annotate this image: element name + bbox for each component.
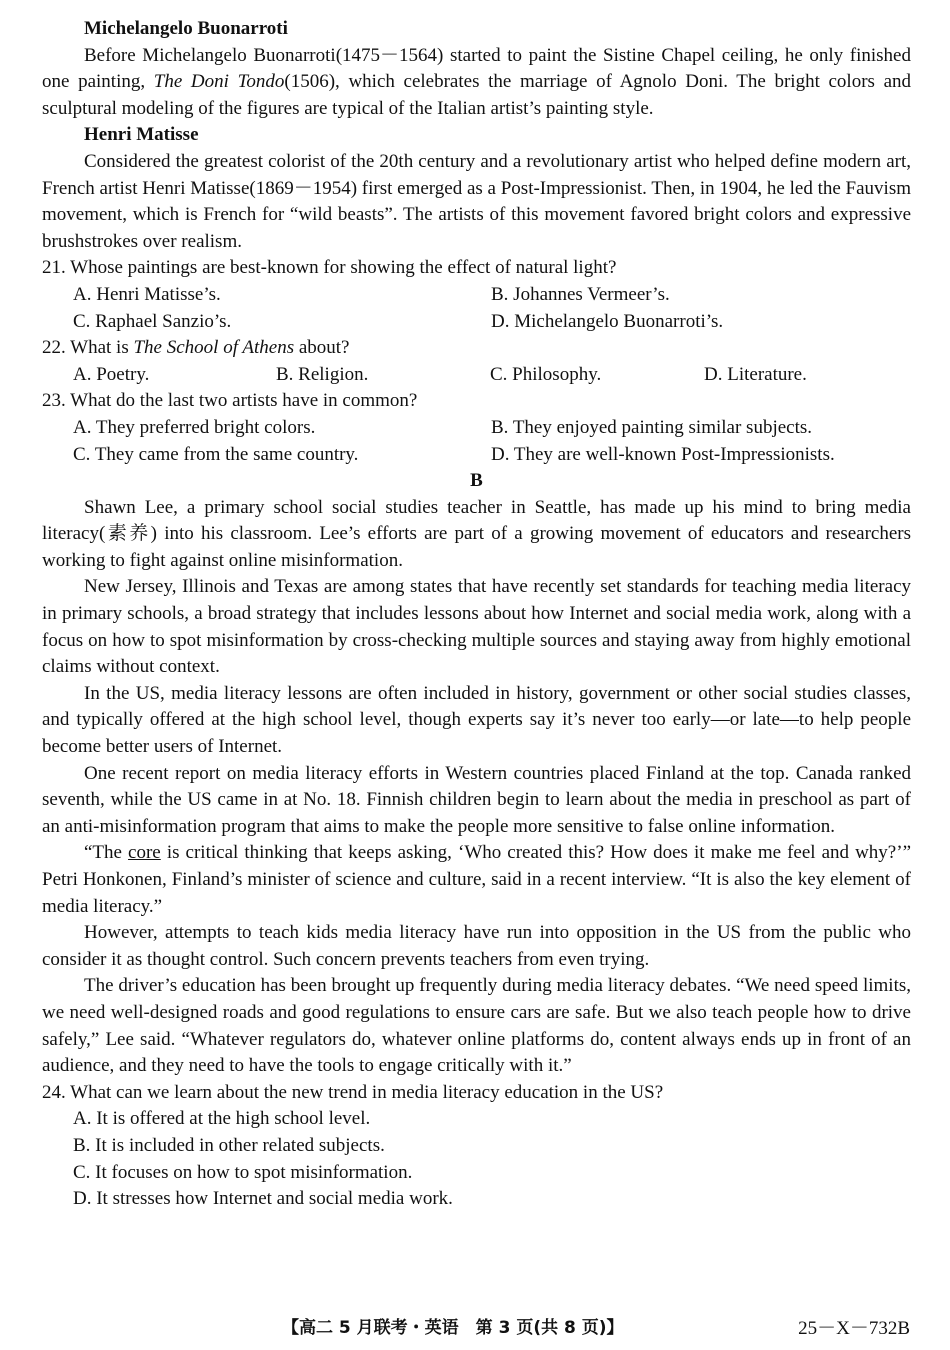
passage-b-paragraph-2: New Jersey, Illinois and Texas are among states that have recently set standards for teaching media literacy in primary schools, a broad strategy that includes lessons about how Internet and social media work, along with a focus on how to spot misinformation by cross-checking multiple sources and staying away from highly emotional claims without context. (42, 576, 911, 678)
question-23-option-a: A. They preferred bright colors. (73, 416, 316, 438)
question-24-option-b: B. It is included in other related subjects. (73, 1134, 385, 1156)
footer-page-info: 【高二 5 月联考・英语 第 3 页(共 8 页)】 (282, 1318, 624, 1338)
question-21-options-row1 (73, 282, 911, 309)
question-23-stem: 23. What do the last two artists have in common? (42, 390, 418, 412)
question-21-stem: 21. Whose paintings are best-known for showing the effect of natural light? (42, 257, 617, 279)
underlined-word-core: core (128, 842, 161, 864)
question-24-stem: 24. What can we learn about the new trend in media literacy education in the US? (42, 1081, 664, 1103)
section-b-label: B (470, 470, 483, 492)
question-21-option-d: D. Michelangelo Buonarroti’s. (491, 310, 724, 332)
question-22-option-c: C. Philosophy. (490, 363, 602, 385)
page-footer (0, 1313, 950, 1341)
michelangelo-paragraph: Before Michelangelo Buonarroti(1475－1564) started to paint the Sistine Chapel ceiling, he only finished one painting, The Doni Tondo(1506), which celebrates the marriage of Agnolo Doni. The bright colors and sculptural modeling of the figures are typical of the Italian artist’s painting style. (42, 44, 912, 119)
question-23-option-b: B. They enjoyed painting similar subjects. (491, 416, 813, 438)
question-22-stem: 22. What is The School of Athens about? (42, 337, 350, 359)
doni-tondo-title: The Doni Tondo (153, 71, 285, 93)
question-22-options (73, 362, 911, 389)
footer-exam-code: 25－X－732B (798, 1318, 910, 1339)
question-21-options-row2 (73, 309, 911, 336)
passage-b-paragraph-5: “The core is critical thinking that keeps asking, ‘Who created this? How does it make me feel and why?’” Petri Honkonen, Finland’s minister of science and culture, said in a recent interview. “It is also the key element of media literacy.” (42, 842, 912, 917)
passage-b-paragraph-4: One recent report on media literacy efforts in Western countries placed Finland at the top. Canada ranked seventh, while the US came in at No. 18. Finnish children begin to learn about the media in preschool as part of an anti-misinformation program that aims to make the people more sensitive to false online information. (42, 762, 911, 837)
question-23-options-row1 (73, 415, 911, 442)
passage-b-paragraph-6: However, attempts to teach kids media literacy have run into opposition in the US from the public who consider it as thought control. Such concern prevents teachers from even trying. (42, 922, 911, 970)
question-24-option-a: A. It is offered at the high school level. (73, 1108, 371, 1130)
exam-page (42, 16, 911, 1213)
question-23-option-d: D. They are well-known Post-Impressionists. (491, 443, 835, 465)
passage-b-paragraph-3: In the US, media literacy lessons are often included in history, government or other social studies classes, and typically offered at the high school level, though experts say it’s never too early—or late—to help people become better users of Internet. (42, 682, 911, 758)
question-24-option-d: D. It stresses how Internet and social media work. (73, 1188, 453, 1210)
passage-b-paragraph-7: The driver’s education has been brought up frequently during media literacy debates. “We need speed limits, we need well-designed roads and good regulations to ensure cars are safe. But we also teach people how to drive safely,” Lee said. “Whatever regulators do, whatever online platforms do, content always ends up in front of an audience, and they need to have the tools to engage critically with it.” (42, 975, 911, 1077)
michelangelo-heading: Michelangelo Buonarroti (84, 18, 288, 39)
matisse-heading: Henri Matisse (84, 124, 199, 146)
question-22-option-d: D. Literature. (704, 363, 807, 385)
question-21-option-a: A. Henri Matisse’s. (73, 283, 221, 305)
question-22-option-b: B. Religion. (276, 363, 369, 385)
question-22-option-a: A. Poetry. (73, 363, 150, 385)
question-23-option-c: C. They came from the same country. (73, 443, 359, 465)
question-21-option-b: B. Johannes Vermeer’s. (491, 283, 670, 305)
question-24-option-c: C. It focuses on how to spot misinformation. (73, 1161, 413, 1183)
question-21-option-c: C. Raphael Sanzio’s. (73, 310, 232, 332)
matisse-paragraph: Considered the greatest colorist of the 20th century and a revolutionary artist who helped define modern art, French artist Henri Matisse(1869－1954) first emerged as a Post-Impressionist. Then, in 1904, he led the Fauvism movement, which is French for “wild beasts”. The artists of this movement favored bright colors and expressive brushstrokes over realism. (42, 150, 911, 252)
passage-b-paragraph-1: Shawn Lee, a primary school social studies teacher in Seattle, has made up his mind to bring media literacy(素养) into his classroom. Lee’s efforts are part of a growing movement of educators and researchers working to fight against online misinformation. (42, 496, 911, 571)
question-23-options-row2 (73, 442, 911, 469)
school-of-athens-title: The School of Athens (133, 337, 295, 359)
